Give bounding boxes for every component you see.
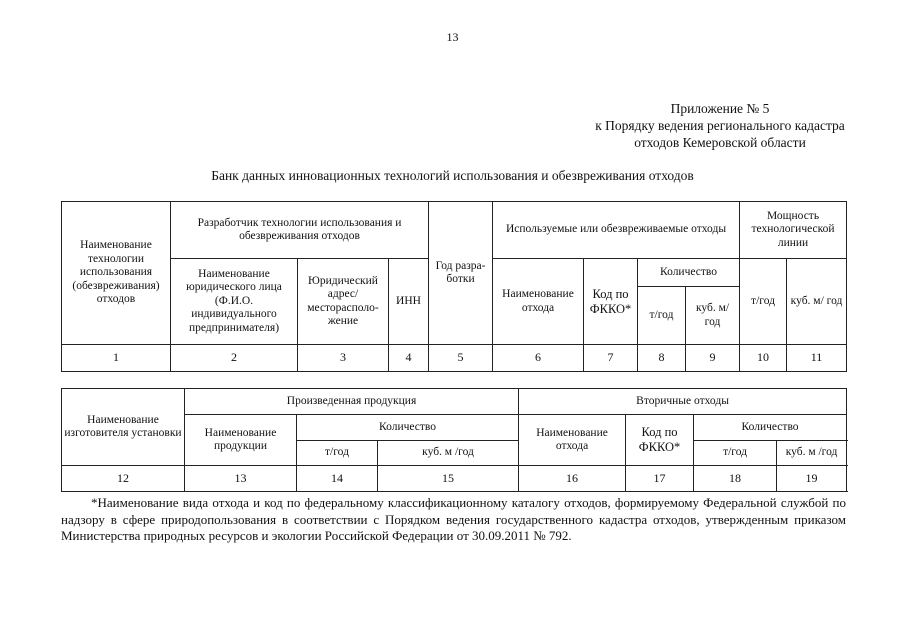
header-products-group: Произведенная продукция <box>185 389 519 415</box>
footnote: *Наименование вида отхода и код по федеральному классификационному каталогу отходов, формируемому Федеральной службой по надзору в сфере природопользования в соответствии с Порядком ведения государственного кадастра отходов, утвержденным приказом Министерства природных ресурсов и экологии Российской Федерации от 30.09.2011 № 792. <box>61 495 846 543</box>
header-quantity-t: т/год <box>638 287 686 345</box>
header-developer-address: Юридический адрес/ месторасполо-жение <box>298 259 389 345</box>
header-capacity-m3: куб. м/ год <box>787 259 847 345</box>
header-waste-name: Наименование отхода <box>493 259 584 345</box>
header-secondary-fkko-code: Код по ФККО* <box>626 415 694 466</box>
header-inn: ИНН <box>389 259 429 345</box>
header-quantity-m3: куб. м/ год <box>686 287 740 345</box>
column-number: 12 <box>62 466 185 492</box>
header-year: Год разра-ботки <box>429 202 493 345</box>
technologies-table <box>61 201 847 372</box>
column-number: 15 <box>378 466 519 492</box>
column-number: 7 <box>584 345 638 372</box>
appendix-reference: к Порядку ведения регионального кадастра <box>595 118 845 133</box>
column-number: 16 <box>519 466 626 492</box>
column-number: 13 <box>185 466 297 492</box>
appendix-header <box>520 100 905 151</box>
header-secondary-waste-name: Наименование отхода <box>519 415 626 466</box>
column-number: 6 <box>493 345 584 372</box>
column-number: 8 <box>638 345 686 372</box>
header-product-t: т/год <box>297 441 378 466</box>
header-product-quantity-group: Количество <box>297 415 519 441</box>
column-number: 4 <box>389 345 429 372</box>
header-product-m3: куб. м /год <box>378 441 519 466</box>
header-fkko-code: Код по ФККО* <box>584 259 638 345</box>
column-number: 3 <box>298 345 389 372</box>
header-tech-name: Наименование технологии использования (обезвреживания) отходов <box>62 202 171 345</box>
appendix-title: Приложение № 5 <box>670 101 770 116</box>
column-number: 19 <box>777 466 847 492</box>
products-table <box>61 388 847 492</box>
header-waste-group: Используемые или обезвреживаемые отходы <box>493 202 740 259</box>
header-capacity-t: т/год <box>740 259 787 345</box>
header-secondary-quantity-group: Количество <box>694 415 847 441</box>
appendix-reference-region: отходов Кемеровской области <box>634 135 806 150</box>
column-number: 9 <box>686 345 740 372</box>
header-secondary-waste-group: Вторичные отходы <box>519 389 847 415</box>
header-secondary-t: т/год <box>694 441 777 466</box>
header-secondary-m3: куб. м /год <box>777 441 847 466</box>
column-number: 10 <box>740 345 787 372</box>
header-product-name: Наименование продукции <box>185 415 297 466</box>
document-title: Банк данных инновационных технологий использования и обезвреживания отходов <box>211 168 694 183</box>
column-number: 1 <box>62 345 171 372</box>
column-number: 2 <box>171 345 298 372</box>
column-number: 11 <box>787 345 847 372</box>
header-developer-name: Наименование юридического лица (Ф.И.О. индивидуального предпринимателя) <box>171 259 298 345</box>
header-developer-group: Разработчик технологии использования и обезвреживания отходов <box>171 202 429 259</box>
header-quantity-group: Количество <box>638 259 740 287</box>
column-number: 18 <box>694 466 777 492</box>
header-capacity-group: Мощность технологической линии <box>740 202 847 259</box>
page-number: 13 <box>446 30 459 44</box>
header-manufacturer: Наименование изготовителя установки <box>62 389 185 466</box>
column-number: 17 <box>626 466 694 492</box>
column-number: 14 <box>297 466 378 492</box>
column-number: 5 <box>429 345 493 372</box>
